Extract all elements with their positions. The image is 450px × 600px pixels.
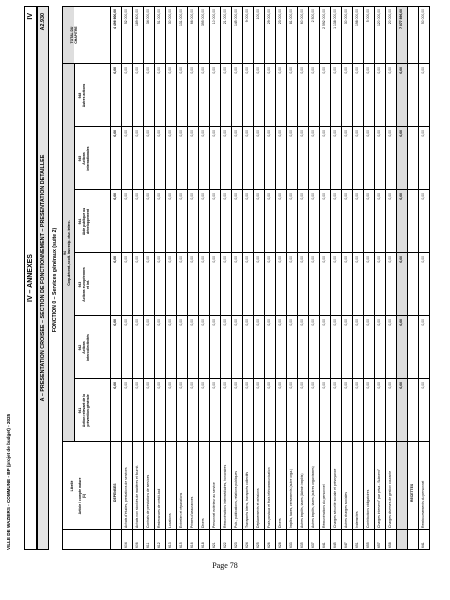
row-value: 0,00 bbox=[376, 193, 381, 200]
row-total: 29 000,00 bbox=[266, 9, 271, 25]
row-value: 0,00 bbox=[310, 256, 315, 263]
row-total: 60 000,00 bbox=[299, 9, 304, 25]
row-total: 395 000,00 bbox=[200, 9, 205, 26]
row-value: 0,00 bbox=[134, 193, 139, 200]
row-value: 0,00 bbox=[266, 67, 271, 74]
row-code: 647 bbox=[343, 542, 348, 548]
row-value: 0,00 bbox=[332, 256, 337, 263]
row-code: 606 bbox=[134, 542, 139, 548]
row-value: 0,00 bbox=[321, 67, 326, 74]
row-total: 34 000,00 bbox=[145, 9, 150, 25]
grid-line bbox=[62, 63, 429, 64]
row-code: 641 bbox=[321, 542, 326, 548]
row-value: 0,00 bbox=[376, 67, 381, 74]
row-value: 0,00 bbox=[156, 193, 161, 200]
grid-line bbox=[62, 549, 429, 550]
row-value: 0,00 bbox=[123, 130, 128, 137]
row-label: Divers bbox=[200, 518, 205, 528]
row-value: 0,00 bbox=[310, 130, 315, 137]
row-label: Achats non stockés de matières et fournit. bbox=[134, 464, 139, 528]
row-total: 30 000,00 bbox=[343, 9, 348, 25]
row-code: 658 bbox=[387, 542, 392, 548]
row-value: 0,00 bbox=[354, 67, 359, 74]
row-total: 51 000,00 bbox=[156, 9, 161, 25]
row-value: 0,00 bbox=[343, 319, 348, 326]
row-value: 0,00 bbox=[244, 382, 249, 389]
row-value: 0,00 bbox=[134, 67, 139, 74]
row-value: 0,00 bbox=[244, 319, 249, 326]
row-value: 0,00 bbox=[277, 193, 282, 200]
row-value: 0,00 bbox=[189, 67, 194, 74]
row-value: 0,00 bbox=[321, 256, 326, 263]
row-value: 0,00 bbox=[365, 382, 370, 389]
row-value: 0,00 bbox=[343, 256, 348, 263]
row-code: 645 bbox=[332, 542, 337, 548]
header-col-6: 948 Autres actions bbox=[78, 83, 87, 108]
row-value: 0,00 bbox=[200, 67, 205, 74]
row-value: 0,00 bbox=[178, 319, 183, 326]
row-value: 0,00 bbox=[200, 193, 205, 200]
row-value: 0,00 bbox=[123, 67, 128, 74]
depenses-header-value: 0,00 bbox=[112, 67, 117, 74]
row-value: 0,00 bbox=[310, 382, 315, 389]
row-value: 0,00 bbox=[299, 67, 304, 74]
section-depenses: DEPENSES bbox=[112, 483, 117, 502]
depenses-header-value: 0,00 bbox=[112, 130, 117, 137]
row-total: 2 592 000,00 bbox=[321, 9, 326, 29]
row-code: 626 bbox=[266, 542, 271, 548]
row-code: 625 bbox=[255, 542, 260, 548]
row-value: 0,00 bbox=[167, 67, 172, 74]
row-value: 0,00 bbox=[376, 256, 381, 263]
row-value: 0,00 bbox=[332, 67, 337, 74]
row-value: 0,00 bbox=[145, 193, 150, 200]
row-code: 604 bbox=[123, 542, 128, 548]
row-value: 0,00 bbox=[277, 130, 282, 137]
row-value: 0,00 bbox=[156, 256, 161, 263]
grid-line bbox=[74, 190, 429, 191]
row-value: 0,00 bbox=[310, 67, 315, 74]
row-value: 0,00 bbox=[134, 130, 139, 137]
row-value: 0,00 bbox=[277, 256, 282, 263]
row-value: 0,00 bbox=[343, 130, 348, 137]
row-value: 0,00 bbox=[189, 382, 194, 389]
row-value: 0,00 bbox=[233, 130, 238, 137]
row-value: 0,00 bbox=[365, 256, 370, 263]
row-value: 0,00 bbox=[233, 193, 238, 200]
row-label: Rémunérations intermédiaires, honoraires bbox=[222, 464, 227, 528]
row-value: 0,00 bbox=[167, 256, 172, 263]
row-total: 21 000,00 bbox=[222, 9, 227, 25]
header-libelle: Libellé bbox=[70, 480, 74, 492]
row-value: 0,00 bbox=[134, 382, 139, 389]
row-value: 0,00 bbox=[145, 319, 150, 326]
row-value: 0,00 bbox=[200, 130, 205, 137]
row-total: 1 138 000,00 bbox=[332, 9, 337, 29]
header-col-4: 944 Aide publique au développement bbox=[78, 207, 91, 236]
row-value: 0,00 bbox=[332, 130, 337, 137]
function-title: FONCTION 0 – Services généraux (suite 2) bbox=[52, 227, 58, 333]
row-label: Locations bbox=[167, 513, 172, 528]
row-total: 81 000,00 bbox=[288, 9, 293, 25]
row-value: 0,00 bbox=[200, 319, 205, 326]
row-value: 0,00 bbox=[222, 256, 227, 263]
row-label: Charges sécurité sociale et prévoyance bbox=[332, 468, 337, 528]
grid-line bbox=[396, 6, 397, 550]
row-value: 0,00 bbox=[123, 382, 128, 389]
row-value: 0,00 bbox=[387, 319, 392, 326]
row-value: 0,00 bbox=[299, 130, 304, 137]
row-value: 0,00 bbox=[244, 130, 249, 137]
row-value: 0,00 bbox=[376, 130, 381, 137]
depenses-header-total: 4 496 600,00 bbox=[112, 9, 117, 29]
row-value: 0,00 bbox=[376, 382, 381, 389]
page-number: Page 78 bbox=[212, 561, 238, 570]
row-value: 0,00 bbox=[222, 193, 227, 200]
row-code: 611 bbox=[145, 542, 150, 548]
row-value: 0,00 bbox=[387, 193, 392, 200]
row-code: 657 bbox=[376, 542, 381, 548]
recette-value: 0,00 bbox=[420, 130, 425, 137]
row-code: 618 bbox=[200, 542, 205, 548]
row-value: 0,00 bbox=[387, 256, 392, 263]
row-value: 0,00 bbox=[244, 193, 249, 200]
row-total: 23 000,00 bbox=[277, 9, 282, 25]
section-title-band bbox=[37, 6, 49, 550]
row-value: 0,00 bbox=[178, 193, 183, 200]
row-value: 0,00 bbox=[277, 319, 282, 326]
row-value: 0,00 bbox=[134, 319, 139, 326]
row-label: Autres impôts, taxes (Admin impôts) bbox=[299, 473, 304, 528]
row-code: 651 bbox=[354, 542, 359, 548]
recette-value: 0,00 bbox=[420, 67, 425, 74]
row-label: Contributions obligatoires bbox=[365, 489, 370, 528]
row-label: Charges diverses de gestion courante bbox=[387, 470, 392, 528]
row-value: 0,00 bbox=[178, 67, 183, 74]
row-value: 0,00 bbox=[354, 256, 359, 263]
row-value: 0,00 bbox=[321, 193, 326, 200]
row-value: 0,00 bbox=[123, 193, 128, 200]
row-value: 0,00 bbox=[299, 193, 304, 200]
row-label: Achats d'études, prestations de services bbox=[123, 467, 128, 528]
row-label: Rémunérations du personnel bbox=[321, 484, 326, 528]
depenses-header-value: 0,00 bbox=[112, 319, 117, 326]
row-value: 0,00 bbox=[387, 130, 392, 137]
row-total: 9 000,00 bbox=[244, 9, 249, 23]
row-value: 0,00 bbox=[211, 319, 216, 326]
depenses-header-value: 0,00 bbox=[112, 256, 117, 263]
annex-title-band bbox=[24, 6, 37, 550]
row-value: 0,00 bbox=[178, 256, 183, 263]
row-value: 0,00 bbox=[343, 193, 348, 200]
section-title: A – PRESENTATION CROISEE – SECTION DE FONCTIONNEMENT – PRESENTATION DETAILLEE bbox=[40, 154, 46, 402]
recette-value: 0,00 bbox=[420, 319, 425, 326]
row-total: 145 000,00 bbox=[233, 9, 238, 26]
row-value: 0,00 bbox=[266, 130, 271, 137]
row-value: 0,00 bbox=[189, 319, 194, 326]
row-value: 0,00 bbox=[145, 256, 150, 263]
row-value: 0,00 bbox=[211, 130, 216, 137]
row-total: 120 000,00 bbox=[376, 9, 381, 26]
row-value: 0,00 bbox=[255, 319, 260, 326]
row-value: 0,00 bbox=[277, 67, 282, 74]
row-code: 612 bbox=[156, 542, 161, 548]
row-value: 0,00 bbox=[354, 382, 359, 389]
recette-value: 0,00 bbox=[420, 382, 425, 389]
row-value: 0,00 bbox=[365, 67, 370, 74]
row-value: 0,00 bbox=[332, 382, 337, 389]
row-value: 0,00 bbox=[167, 193, 172, 200]
row-value: 0,00 bbox=[200, 256, 205, 263]
row-code: 616 bbox=[189, 542, 194, 548]
row-value: 0,00 bbox=[244, 67, 249, 74]
depenses-header-value: 0,00 bbox=[112, 382, 117, 389]
row-label: Frais postaux et frais télécommunication bbox=[266, 467, 271, 528]
row-value: 0,00 bbox=[354, 319, 359, 326]
row-value: 0,00 bbox=[288, 193, 293, 200]
row-label: Indemnités bbox=[354, 511, 359, 528]
row-value: 0,00 bbox=[354, 130, 359, 137]
row-label: Charges intervent° par priva - Subvent° bbox=[376, 468, 381, 528]
header-94: 94 Corp.décent.,scolt. inv.recip. ctur. interc. bbox=[63, 220, 72, 286]
row-value: 0,00 bbox=[376, 319, 381, 326]
row-code: 623 bbox=[233, 542, 238, 548]
row-code: 637 bbox=[310, 542, 315, 548]
row-value: 0,00 bbox=[156, 130, 161, 137]
row-code: 635 bbox=[299, 542, 304, 548]
depenses-total-value: 0,00 bbox=[398, 130, 403, 137]
row-value: 0,00 bbox=[200, 382, 205, 389]
header-col-1: 941 Action relevant de la prévention générale bbox=[78, 393, 91, 428]
grid-line bbox=[407, 6, 408, 550]
row-label: Primes d'assurances bbox=[189, 496, 194, 528]
grid-line bbox=[62, 6, 63, 550]
row-value: 0,00 bbox=[167, 130, 172, 137]
row-value: 0,00 bbox=[343, 382, 348, 389]
row-value: 0,00 bbox=[211, 67, 216, 74]
row-value: 0,00 bbox=[288, 382, 293, 389]
row-value: 0,00 bbox=[266, 382, 271, 389]
row-label: Impôts, taxes, versements (autre orga.) bbox=[288, 468, 293, 528]
row-value: 0,00 bbox=[211, 193, 216, 200]
row-value: 0,00 bbox=[354, 193, 359, 200]
row-value: 0,00 bbox=[233, 382, 238, 389]
recette-total: 50 000,00 bbox=[420, 9, 425, 25]
grid-line bbox=[74, 316, 429, 317]
row-value: 0,00 bbox=[189, 130, 194, 137]
grid-line bbox=[74, 379, 429, 380]
header-col-3: 943 Actions européennes et int. bbox=[78, 267, 91, 302]
row-code: 621 bbox=[211, 542, 216, 548]
grid-line bbox=[62, 441, 429, 442]
row-code: 615 bbox=[178, 542, 183, 548]
row-label: Autres charges sociales bbox=[343, 492, 348, 528]
row-value: 0,00 bbox=[387, 67, 392, 74]
row-value: 0,00 bbox=[233, 256, 238, 263]
row-value: 0,00 bbox=[222, 382, 227, 389]
depenses-total-value: 0,00 bbox=[398, 319, 403, 326]
row-total: 20 000,00 bbox=[387, 9, 392, 25]
row-value: 0,00 bbox=[310, 193, 315, 200]
row-code: 628 bbox=[277, 542, 282, 548]
depenses-total-value: 0,00 bbox=[398, 67, 403, 74]
depenses-total-value: 0,00 bbox=[398, 193, 403, 200]
row-value: 0,00 bbox=[156, 319, 161, 326]
row-total: 2 500,00 bbox=[310, 9, 315, 23]
row-value: 0,00 bbox=[387, 382, 392, 389]
row-value: 0,00 bbox=[145, 67, 150, 74]
section-recettes: RECETTES bbox=[409, 483, 414, 502]
grid-line bbox=[74, 64, 75, 442]
recette-code: 641 bbox=[420, 542, 425, 548]
row-total: 198 000,00 bbox=[354, 9, 359, 26]
row-code: 613 bbox=[167, 542, 172, 548]
row-value: 0,00 bbox=[255, 256, 260, 263]
row-value: 0,00 bbox=[255, 382, 260, 389]
row-label: Personnel extérieur au service bbox=[211, 482, 216, 528]
row-value: 0,00 bbox=[288, 67, 293, 74]
row-value: 0,00 bbox=[277, 382, 282, 389]
header-total: TOTAL DU CHAPITRE bbox=[70, 26, 79, 44]
row-value: 0,00 bbox=[167, 382, 172, 389]
row-total: 10 000,00 bbox=[211, 9, 216, 25]
row-value: 0,00 bbox=[145, 130, 150, 137]
row-total: 5 000,00 bbox=[365, 9, 370, 23]
grid-line bbox=[62, 6, 429, 7]
row-value: 0,00 bbox=[288, 130, 293, 137]
row-total: 189 600,00 bbox=[134, 9, 139, 26]
budget-identifier: VILLE DE WAZIERS - COMMUNE - BP (projet de budget) - 2025 bbox=[6, 413, 11, 550]
row-label: Contrats de prestations de services bbox=[145, 474, 150, 528]
row-value: 0,00 bbox=[266, 319, 271, 326]
row-value: 0,00 bbox=[189, 193, 194, 200]
grid-line bbox=[429, 6, 430, 550]
header-col-5: 945 Actions internationales bbox=[78, 146, 91, 171]
depenses-header-value: 0,00 bbox=[112, 193, 117, 200]
row-value: 0,00 bbox=[332, 319, 337, 326]
row-label: Divers bbox=[277, 518, 282, 528]
row-value: 0,00 bbox=[211, 256, 216, 263]
row-value: 0,00 bbox=[244, 256, 249, 263]
row-total: 131 000,00 bbox=[178, 9, 183, 26]
row-value: 0,00 bbox=[321, 130, 326, 137]
row-code: 624 bbox=[244, 542, 249, 548]
row-total: 66 000,00 bbox=[189, 9, 194, 25]
row-label: Entretien et réparations bbox=[178, 492, 183, 528]
row-value: 0,00 bbox=[145, 382, 150, 389]
row-code: 655 bbox=[365, 542, 370, 548]
grid-line bbox=[74, 253, 429, 254]
row-value: 0,00 bbox=[189, 256, 194, 263]
row-label: Pub., publications, relations publiques bbox=[233, 471, 238, 528]
grid-line bbox=[74, 127, 429, 128]
depenses-total-value: 0,00 bbox=[398, 382, 403, 389]
row-value: 0,00 bbox=[266, 193, 271, 200]
grid-line bbox=[62, 529, 429, 530]
row-value: 0,00 bbox=[222, 67, 227, 74]
annex-code: IV bbox=[27, 13, 34, 20]
row-value: 0,00 bbox=[167, 319, 172, 326]
depenses-total-value: 0,00 bbox=[398, 256, 403, 263]
depenses-total-total: 7 077 896,00 bbox=[398, 9, 403, 29]
row-label: Autres impôts, taxes (autres organismes) bbox=[310, 466, 315, 528]
row-value: 0,00 bbox=[211, 382, 216, 389]
row-value: 0,00 bbox=[299, 382, 304, 389]
row-value: 0,00 bbox=[255, 67, 260, 74]
header-col-2: 942 Actions intercollectivités bbox=[78, 334, 91, 361]
row-value: 0,00 bbox=[266, 256, 271, 263]
recette-value: 0,00 bbox=[420, 193, 425, 200]
row-value: 0,00 bbox=[123, 319, 128, 326]
row-value: 0,00 bbox=[123, 256, 128, 263]
row-value: 0,00 bbox=[233, 319, 238, 326]
row-value: 0,00 bbox=[255, 130, 260, 137]
row-value: 0,00 bbox=[365, 130, 370, 137]
row-value: 0,00 bbox=[332, 193, 337, 200]
row-total: 100,00 bbox=[255, 9, 260, 20]
row-value: 0,00 bbox=[178, 130, 183, 137]
row-value: 0,00 bbox=[233, 67, 238, 74]
row-value: 0,00 bbox=[178, 382, 183, 389]
row-value: 0,00 bbox=[310, 319, 315, 326]
row-value: 0,00 bbox=[288, 319, 293, 326]
row-value: 0,00 bbox=[222, 130, 227, 137]
row-value: 0,00 bbox=[321, 382, 326, 389]
row-value: 0,00 bbox=[255, 193, 260, 200]
row-label: Transports biens, transports collectifs bbox=[244, 471, 249, 528]
recette-value: 0,00 bbox=[420, 256, 425, 263]
row-total: 30 000,00 bbox=[167, 9, 172, 25]
row-total: 52 000,00 bbox=[123, 9, 128, 25]
row-value: 0,00 bbox=[156, 67, 161, 74]
recette-label: Remboursements du personnel bbox=[420, 480, 425, 528]
row-code: 633 bbox=[288, 542, 293, 548]
row-value: 0,00 bbox=[365, 193, 370, 200]
row-label: Déplacements et missions bbox=[255, 488, 260, 528]
row-code: 622 bbox=[222, 542, 227, 548]
row-value: 0,00 bbox=[156, 382, 161, 389]
row-value: 0,00 bbox=[288, 256, 293, 263]
row-value: 0,00 bbox=[365, 319, 370, 326]
annex-title: IV – ANNEXES bbox=[27, 254, 34, 302]
row-value: 0,00 bbox=[134, 256, 139, 263]
row-value: 0,00 bbox=[343, 67, 348, 74]
grid-line bbox=[110, 6, 111, 550]
row-value: 0,00 bbox=[321, 319, 326, 326]
row-value: 0,00 bbox=[299, 256, 304, 263]
row-value: 0,00 bbox=[299, 319, 304, 326]
section-code: A2.930 bbox=[40, 13, 46, 31]
header-article: Article / compte nature (1) bbox=[78, 477, 87, 515]
row-value: 0,00 bbox=[222, 319, 227, 326]
row-label: Redevances de crédit-bail bbox=[156, 488, 161, 528]
